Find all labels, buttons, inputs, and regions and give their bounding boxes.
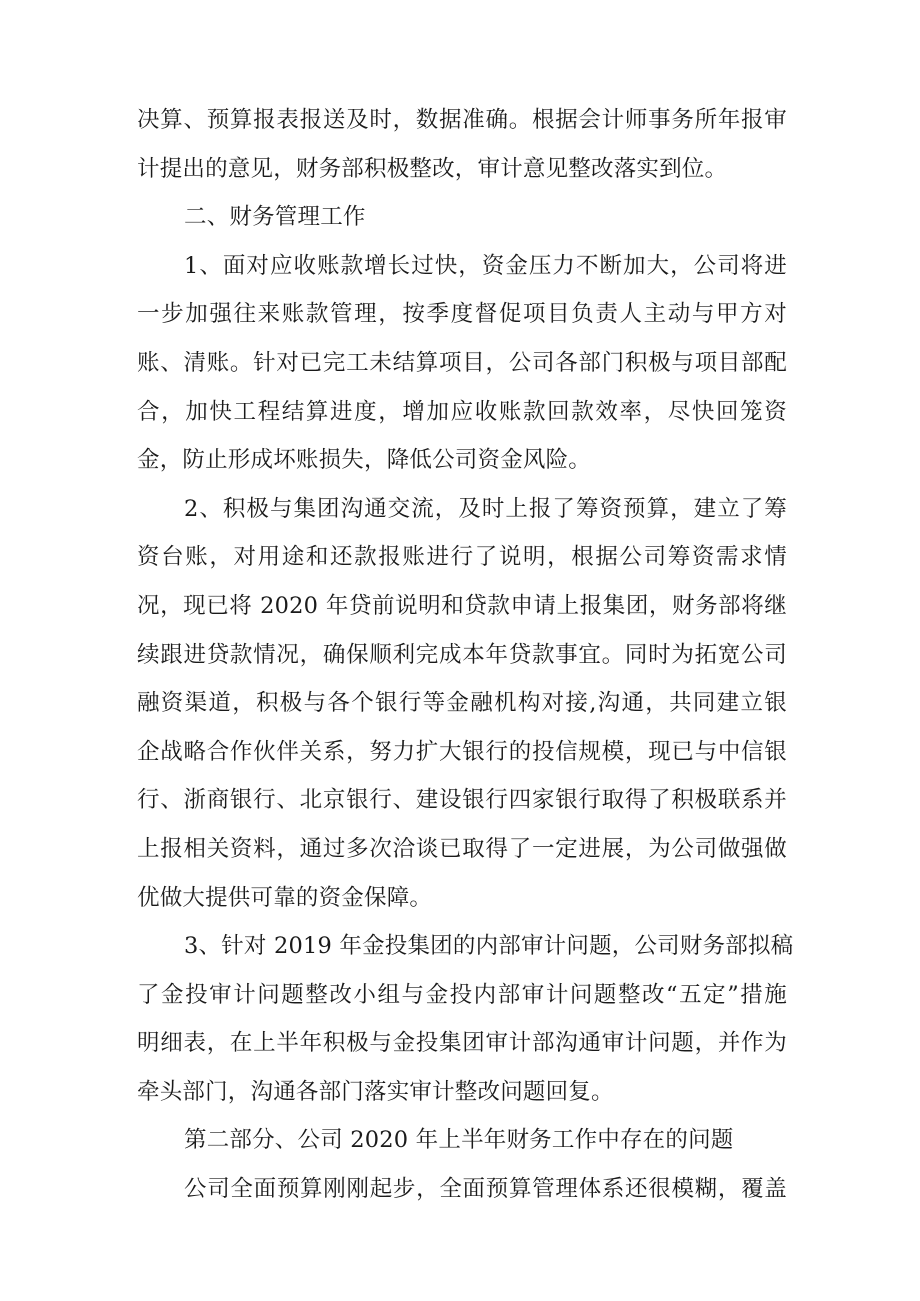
text-line-8: 金，防止形成坏账损失，降低公司资金风险。 (137, 447, 592, 474)
text-line-23: 公司全面预算刚刚起步，全面预算管理体系还很模糊，覆盖 (184, 1176, 787, 1203)
text-line-11: 况，现已将 2020 年贷前说明和贷款申请上报集团，财务部将继 (137, 592, 787, 619)
text-line-21: 牵头部门，沟通各部门落实审计整改问题回复。 (137, 1078, 614, 1105)
text-line-18: 3、针对 2019 年金投集团的内部审计问题，公司财务部拟稿 (184, 933, 794, 960)
text-line-14: 企战略合作伙伴关系，努力扩大银行的投信规模，现已与中信银 (137, 738, 787, 765)
text-line-19: 了金投审计问题整改小组与金投内部审计问题整改“五定”措施 (137, 981, 787, 1008)
text-line-2: 计提出的意见，财务部积极整改，审计意见整改落实到位。 (137, 155, 728, 182)
document-body (137, 96, 794, 1214)
text-line-10: 资台账，对用途和还款报账进行了说明，根据公司筹资需求情 (137, 544, 787, 571)
text-line-17: 优做大提供可靠的资金保障。 (137, 884, 433, 911)
text-line-5: 一步加强往来账款管理，按季度督促项目负责人主动与甲方对 (137, 301, 787, 328)
text-line-4: 1、面对应收账款增长过快，资金压力不断加大，公司将进 (184, 252, 787, 279)
text-line-22: 第二部分、公司 2020 年上半年财务工作中存在的问题 (184, 1127, 734, 1154)
text-line-3: 二、财务管理工作 (184, 204, 366, 231)
text-line-16: 上报相关资料，通过多次洽谈已取得了一定进展，为公司做强做 (137, 835, 787, 862)
text-line-13: 融资渠道，积极与各个银行等金融机构对接,沟通，共同建立银 (137, 690, 787, 717)
text-line-15: 行、浙商银行、北京银行、建设银行四家银行取得了积极联系并 (137, 787, 787, 814)
text-line-9: 2、积极与集团沟通交流，及时上报了筹资预算，建立了筹 (184, 495, 787, 522)
text-line-1: 决算、预算报表报送及时，数据准确。根据会计师事务所年报审 (137, 107, 787, 133)
text-line-7: 合，加快工程结算进度，增加应收账款回款效率，尽快回笼资 (137, 398, 787, 425)
text-line-6: 账、清账。针对已完工未结算项目，公司各部门积极与项目部配 (137, 349, 787, 376)
text-line-12: 续跟进贷款情况，确保顺利完成本年贷款事宜。同时为拓宽公司 (137, 641, 787, 668)
text-line-20: 明细表，在上半年积极与金投集团审计部沟通审计问题，并作为 (137, 1030, 787, 1057)
